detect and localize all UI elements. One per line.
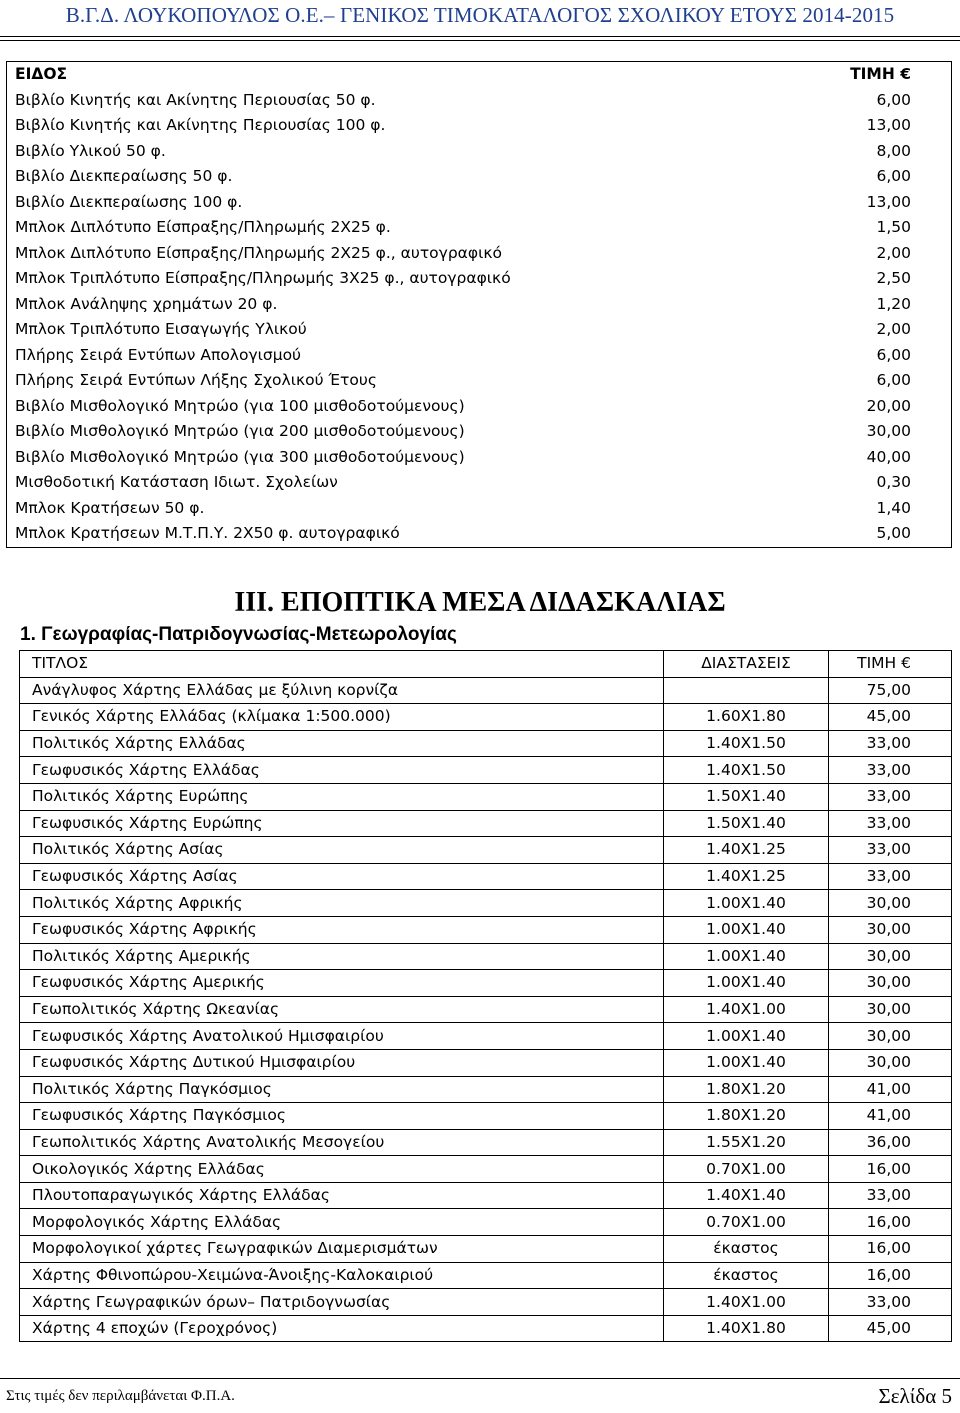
item-name: Βιβλίο Κινητής και Ακίνητης Περιουσίας 100 φ. xyxy=(15,116,386,135)
item-price: 2,00 xyxy=(876,320,911,339)
item-price: 6,00 xyxy=(876,345,911,364)
table-row xyxy=(7,419,952,445)
map-dimensions: 1.00Χ1.40 xyxy=(664,916,829,943)
table-row xyxy=(7,317,952,343)
table-row xyxy=(7,343,952,369)
item-price: 13,00 xyxy=(866,116,911,135)
map-dimensions: 1.40Χ1.00 xyxy=(664,996,829,1023)
map-price: 30,00 xyxy=(829,890,952,917)
table-row xyxy=(20,1289,952,1316)
map-dimensions: 0.70Χ1.00 xyxy=(664,1209,829,1236)
table-row xyxy=(20,943,952,970)
price-table-general xyxy=(6,61,952,548)
table-row xyxy=(7,394,952,420)
item-name: Μπλοκ Ανάληψης χρημάτων 20 φ. xyxy=(15,294,278,313)
item-name: Βιβλίο Κινητής και Ακίνητης Περιουσίας 50 φ. xyxy=(15,90,376,109)
item-name: Βιβλίο Διεκπεραίωσης 50 φ. xyxy=(15,167,233,186)
map-dimensions: έκαστος xyxy=(664,1262,829,1289)
column-header-title: ΤΙΤΛΟΣ xyxy=(20,651,664,678)
map-price: 33,00 xyxy=(829,1289,952,1316)
map-price: 30,00 xyxy=(829,1023,952,1050)
map-price: 33,00 xyxy=(829,757,952,784)
item-name: Βιβλίο Μισθολογικό Μητρώο (για 300 μισθοδοτούμενους) xyxy=(15,447,465,466)
table-row xyxy=(20,916,952,943)
table-row xyxy=(7,496,952,522)
item-price: 2,50 xyxy=(876,269,911,288)
table-row xyxy=(20,1182,952,1209)
map-title: Γεωφυσικός Χάρτης Δυτικού Ημισφαιρίου xyxy=(20,1049,664,1076)
table-row xyxy=(20,996,952,1023)
map-title: Γεωφυσικός Χάρτης Ευρώπης xyxy=(20,810,664,837)
map-dimensions: 1.60Χ1.80 xyxy=(664,704,829,731)
table-row xyxy=(7,368,952,394)
item-name: Μπλοκ Διπλότυπο Είσπραξης/Πληρωμής 2Χ25 φ. xyxy=(15,218,391,237)
map-price: 30,00 xyxy=(829,1049,952,1076)
item-price: 40,00 xyxy=(866,447,911,466)
map-title: Οικολογικός Χάρτης Ελλάδας xyxy=(20,1156,664,1183)
item-price: 1,50 xyxy=(876,218,911,237)
table-row xyxy=(7,241,952,267)
map-price: 33,00 xyxy=(829,1182,952,1209)
item-price: 6,00 xyxy=(876,167,911,186)
map-title: Μορφολογικοί χάρτες Γεωγραφικών Διαμερισμάτων xyxy=(20,1236,664,1263)
table-row xyxy=(20,1156,952,1183)
table-row xyxy=(7,164,952,190)
item-name: Μπλοκ Κρατήσεων Μ.Τ.Π.Υ. 2Χ50 φ. αυτογραφικό xyxy=(15,524,400,543)
item-name: Βιβλίο Μισθολογικό Μητρώο (για 100 μισθοδοτούμενους) xyxy=(15,396,465,415)
table-row xyxy=(20,1315,952,1342)
table-row xyxy=(20,1103,952,1130)
column-header-item: ΕΙΔΟΣ xyxy=(15,65,68,84)
item-price: 13,00 xyxy=(866,192,911,211)
map-price: 45,00 xyxy=(829,1315,952,1342)
map-price: 33,00 xyxy=(829,863,952,890)
map-dimensions: 1.40Χ1.25 xyxy=(664,837,829,864)
item-price: 6,00 xyxy=(876,371,911,390)
map-price: 16,00 xyxy=(829,1156,952,1183)
map-dimensions: 1.00Χ1.40 xyxy=(664,1023,829,1050)
map-title: Πολιτικός Χάρτης Ασίας xyxy=(20,837,664,864)
map-dimensions: 1.40Χ1.50 xyxy=(664,730,829,757)
table-row xyxy=(20,810,952,837)
map-dimensions: 1.00Χ1.40 xyxy=(664,970,829,997)
map-price: 30,00 xyxy=(829,996,952,1023)
item-name: Μπλοκ Τριπλότυπο Εισαγωγής Υλικού xyxy=(15,320,307,339)
map-dimensions: 1.50Χ1.40 xyxy=(664,783,829,810)
map-price: 16,00 xyxy=(829,1236,952,1263)
map-price: 33,00 xyxy=(829,837,952,864)
table-row xyxy=(20,704,952,731)
map-price: 41,00 xyxy=(829,1103,952,1130)
table-row xyxy=(20,970,952,997)
map-dimensions: 1.00Χ1.40 xyxy=(664,943,829,970)
price-table-maps xyxy=(19,650,952,1342)
table-row xyxy=(7,266,952,292)
map-title: Πλουτοπαραγωγικός Χάρτης Ελλάδας xyxy=(20,1182,664,1209)
table-header-row xyxy=(20,651,952,678)
table-row xyxy=(7,113,952,139)
item-name: Βιβλίο Υλικού 50 φ. xyxy=(15,141,166,160)
map-title: Πολιτικός Χάρτης Αμερικής xyxy=(20,943,664,970)
map-dimensions: 1.00Χ1.40 xyxy=(664,1049,829,1076)
map-price: 16,00 xyxy=(829,1262,952,1289)
map-title: Γεωφυσικός Χάρτης Αφρικής xyxy=(20,916,664,943)
table-row xyxy=(7,521,952,547)
map-price: 75,00 xyxy=(829,677,952,704)
map-title: Γεωφυσικός Χάρτης Ελλάδας xyxy=(20,757,664,784)
map-title: Γενικός Χάρτης Ελλάδας (κλίμακα 1:500.000) xyxy=(20,704,664,731)
header-divider-thin xyxy=(0,40,960,41)
map-price: 30,00 xyxy=(829,943,952,970)
map-price: 33,00 xyxy=(829,730,952,757)
map-title: Γεωφυσικός Χάρτης Αμερικής xyxy=(20,970,664,997)
table-row xyxy=(7,215,952,241)
map-dimensions: 1.80Χ1.20 xyxy=(664,1103,829,1130)
map-title: Πολιτικός Χάρτης Ευρώπης xyxy=(20,783,664,810)
item-price: 1,20 xyxy=(876,294,911,313)
table-row xyxy=(20,1023,952,1050)
document-header-title: Β.Γ.Δ. ΛΟΥΚΟΠΟΥΛΟΣ Ο.Ε.– ΓΕΝΙΚΟΣ ΤΙΜΟΚΑΤΑΛΟΓΟΣ ΣΧΟΛΙΚΟΥ ΕΤΟΥΣ 2014-2015 xyxy=(65,3,895,27)
map-title: Γεωπολιτικός Χάρτης Ωκεανίας xyxy=(20,996,664,1023)
map-dimensions: 0.70Χ1.00 xyxy=(664,1156,829,1183)
map-title: Γεωφυσικός Χάρτης Παγκόσμιος xyxy=(20,1103,664,1130)
item-name: Μισθοδοτική Κατάσταση Ιδιωτ. Σχολείων xyxy=(15,473,338,492)
map-dimensions: 1.55Χ1.20 xyxy=(664,1129,829,1156)
item-name: Μπλοκ Διπλότυπο Είσπραξης/Πληρωμής 2Χ25 φ., αυτογραφικό xyxy=(15,243,502,262)
map-title: Χάρτης 4 εποχών (Γεροχρόνος) xyxy=(20,1315,664,1342)
map-title: Γεωφυσικός Χάρτης Ασίας xyxy=(20,863,664,890)
map-title: Μορφολογικός Χάρτης Ελλάδας xyxy=(20,1209,664,1236)
column-header-price: ΤΙΜΗ € xyxy=(829,651,952,678)
item-price: 30,00 xyxy=(866,422,911,441)
table-row xyxy=(7,88,952,114)
item-name: Βιβλίο Διεκπεραίωσης 100 φ. xyxy=(15,192,243,211)
item-price: 6,00 xyxy=(876,90,911,109)
map-dimensions: 1.50Χ1.40 xyxy=(664,810,829,837)
map-dimensions: 1.40Χ1.50 xyxy=(664,757,829,784)
map-dimensions: έκαστος xyxy=(664,1236,829,1263)
section-title: ΙΙΙ. ΕΠΟΠΤΙΚΑ ΜΕΣΑ ΔΙΔΑΣΚΑΛΙΑΣ xyxy=(234,587,726,618)
table-row xyxy=(20,1076,952,1103)
item-price: 1,40 xyxy=(876,498,911,517)
footer-divider xyxy=(0,1378,960,1379)
table-row xyxy=(20,863,952,890)
table-row xyxy=(20,783,952,810)
footer-vat-note: Στις τιμές δεν περιλαμβάνεται Φ.Π.Α. xyxy=(6,1388,235,1404)
table-row xyxy=(7,190,952,216)
item-name: Μπλοκ Τριπλότυπο Είσπραξης/Πληρωμής 3Χ25 φ., αυτογραφικό xyxy=(15,269,511,288)
map-dimensions: 1.40Χ1.40 xyxy=(664,1182,829,1209)
map-title: Χάρτης Φθινοπώρου-Χειμώνα-Άνοιξης-Καλοκαιριού xyxy=(20,1262,664,1289)
map-price: 41,00 xyxy=(829,1076,952,1103)
item-name: Πλήρης Σειρά Εντύπων Λήξης Σχολικού Έτους xyxy=(15,371,377,390)
map-title: Πολιτικός Χάρτης Ελλάδας xyxy=(20,730,664,757)
column-header-dimensions: ΔΙΑΣΤΑΣΕΙΣ xyxy=(664,651,829,678)
item-name: Πλήρης Σειρά Εντύπων Απολογισμού xyxy=(15,345,302,364)
table-row xyxy=(20,1049,952,1076)
subsection-title: 1. Γεωγραφίας-Πατριδογνωσίας-Μετεωρολογίας xyxy=(20,624,457,645)
map-title: Γεωπολιτικός Χάρτης Ανατολικής Μεσογείου xyxy=(20,1129,664,1156)
table-row xyxy=(20,1236,952,1263)
map-price: 36,00 xyxy=(829,1129,952,1156)
item-name: Μπλοκ Κρατήσεων 50 φ. xyxy=(15,498,205,517)
table-row xyxy=(20,677,952,704)
map-price: 33,00 xyxy=(829,783,952,810)
map-price: 30,00 xyxy=(829,916,952,943)
map-price: 33,00 xyxy=(829,810,952,837)
map-dimensions: 1.80Χ1.20 xyxy=(664,1076,829,1103)
item-price: 2,00 xyxy=(876,243,911,262)
table-row xyxy=(7,139,952,165)
column-header-price: ΤΙΜΗ € xyxy=(850,65,911,84)
map-price: 45,00 xyxy=(829,704,952,731)
table-row xyxy=(20,837,952,864)
table-row xyxy=(20,890,952,917)
map-title: Χάρτης Γεωγραφικών όρων– Πατριδογνωσίας xyxy=(20,1289,664,1316)
item-price: 0,30 xyxy=(876,473,911,492)
header-divider xyxy=(0,36,960,37)
map-dimensions: 1.00Χ1.40 xyxy=(664,890,829,917)
item-price: 5,00 xyxy=(876,524,911,543)
page-number: Σελίδα 5 xyxy=(878,1384,952,1408)
table-row xyxy=(7,445,952,471)
item-price: 20,00 xyxy=(866,396,911,415)
map-price: 16,00 xyxy=(829,1209,952,1236)
item-name: Βιβλίο Μισθολογικό Μητρώο (για 200 μισθοδοτούμενους) xyxy=(15,422,465,441)
table-header-row xyxy=(7,62,952,88)
table-row xyxy=(7,470,952,496)
table-row xyxy=(20,757,952,784)
map-price: 30,00 xyxy=(829,970,952,997)
map-dimensions: 1.40Χ1.00 xyxy=(664,1289,829,1316)
table-row xyxy=(20,1262,952,1289)
item-price: 8,00 xyxy=(876,141,911,160)
table-row xyxy=(20,1129,952,1156)
map-dimensions: 1.40Χ1.25 xyxy=(664,863,829,890)
map-dimensions: 1.40Χ1.80 xyxy=(664,1315,829,1342)
table-row xyxy=(7,292,952,318)
map-title: Γεωφυσικός Χάρτης Ανατολικού Ημισφαιρίου xyxy=(20,1023,664,1050)
map-title: Πολιτικός Χάρτης Παγκόσμιος xyxy=(20,1076,664,1103)
map-title: Ανάγλυφος Χάρτης Ελλάδας με ξύλινη κορνίζα xyxy=(20,677,664,704)
map-dimensions xyxy=(664,677,829,704)
table-row xyxy=(20,1209,952,1236)
map-title: Πολιτικός Χάρτης Αφρικής xyxy=(20,890,664,917)
table-row xyxy=(20,730,952,757)
